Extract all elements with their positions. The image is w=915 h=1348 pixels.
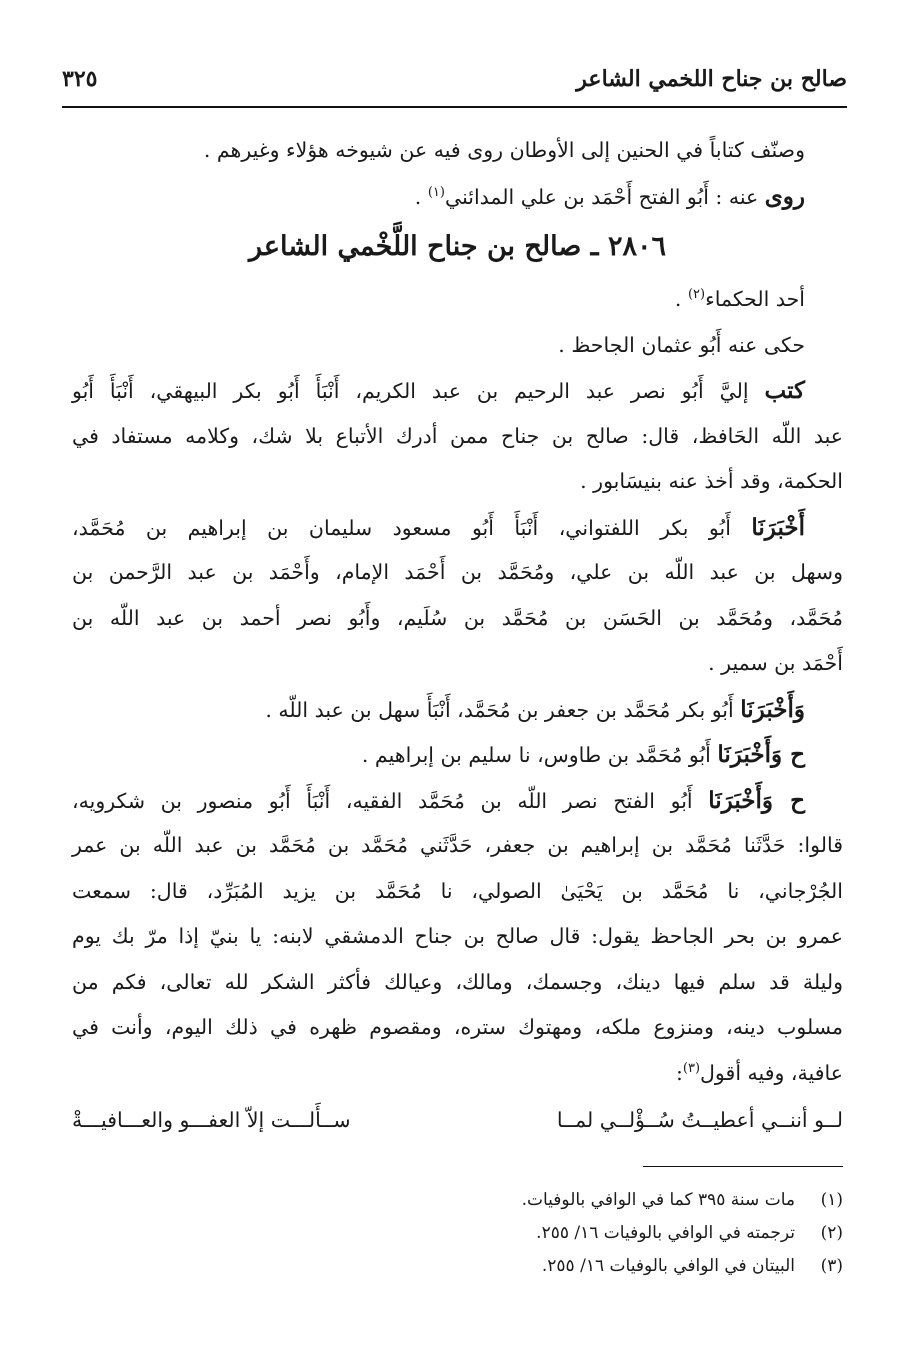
isnad-text: أَبُو بكر مُحَمَّد بن جعفر بن مُحَمَّد، أَنْبَأَ سهل بن عبد اللّه . <box>265 697 741 722</box>
isnad-line <box>72 368 843 414</box>
footnote-item <box>72 1250 843 1283</box>
narrator-text: عنه : أَبُو الفتح أَحْمَد بن علي المدائني <box>444 184 765 209</box>
isnad-line: الحكمة، وقد أخذ عنه بنيسَابور . <box>580 469 843 493</box>
quote-text: عافية، وفيه أقول <box>700 1060 843 1085</box>
isnad-line <box>72 505 843 551</box>
poem-second-hemistich: ســأَلـــت إلاّ العفـــو والعـــافيـــةْ <box>72 1108 351 1132</box>
isnad-line: عبد اللّه الحَافظ، قال: صالح بن جناح ممن أدرك الأتباع بلا شك، وكلامه مستفاد في <box>72 423 843 448</box>
quote-line: مسلوب دينه، ومنزوع ملكه، ومهتوك ستره، ومقصوم ظهره في ذلك اليوم، وأنت في <box>72 1015 843 1039</box>
isnad-line: قالوا: حَدَّثَنا مُحَمَّد بن إبراهيم بن جعفر، حَدَّثَني مُحَمَّد بن مُحَمَّد بن عبد اللّه بن عمر <box>72 833 843 857</box>
narrated-by-line: حكى عنه أَبُو عثمان الجاحظ . <box>558 332 805 357</box>
footnote-ref-2[interactable]: (٢) <box>687 287 706 303</box>
line-end: : <box>675 1060 683 1085</box>
keyword-akhbarana: أَخْبَرَنَا <box>751 513 805 541</box>
page-number: ٣٢٥ <box>62 66 98 92</box>
footnote-number: (١) <box>820 1190 843 1210</box>
footnotes <box>72 1184 843 1283</box>
footnote-number: (٢) <box>820 1223 843 1243</box>
footnote-text: ترجمته في الوافي بالوفيات ١٦/ ٢٥٥. <box>536 1223 795 1243</box>
entry-description <box>72 277 843 323</box>
isnad-line <box>72 687 843 733</box>
page-header <box>62 64 847 104</box>
keyword-kataba: كتب <box>764 377 805 404</box>
footnote-rule <box>643 1166 843 1167</box>
prev-entry-narrator-line <box>72 174 843 220</box>
description-text: أحد الحكماء <box>705 287 805 311</box>
footnote-item <box>72 1184 843 1217</box>
prev-entry-line: وصنّف كتاباً في الحنين إلى الأوطان روى فيه عن شيوخه هؤلاء وغيرهم . <box>203 138 805 162</box>
keyword-wa-akhbarana: وَأَخْبَرَنَا <box>740 695 805 723</box>
line-end: . <box>674 287 688 311</box>
isnad-text: أَبُو الفتح نصر اللّه بن مُحَمَّد الفقيه، أَنْبَأَ أَبُو منصور بن شكرويه، <box>72 788 709 813</box>
quote-line <box>72 1051 843 1097</box>
isnad-line: مُحَمَّد، ومُحَمَّد بن الحَسَن بن مُحَمَّد بن سُلَيم، وأَبُو نصر أحمد بن عبد اللّه بن <box>72 605 843 630</box>
isnad-line <box>72 732 843 778</box>
footnote-ref-3[interactable]: (٣) <box>682 1060 701 1076</box>
running-head: صالح بن جناح اللخمي الشاعر <box>576 66 847 92</box>
isnad-line: الجُرْجاني، نا مُحَمَّد بن يَحْيَىٰ الصولي، نا مُحَمَّد بن يزيد المُبَرِّد، قال: سمعت <box>72 878 843 903</box>
footnote-ref-1[interactable]: (١) <box>427 184 445 200</box>
page-body <box>72 128 843 1142</box>
footnote-item <box>72 1217 843 1250</box>
poem-first-hemistich: لــو أننــي أعطيــتُ سُــؤْلــي لمــا <box>556 1108 843 1132</box>
footnote-text: مات سنة ٣٩٥ كما في الوافي بالوفيات. <box>521 1190 795 1210</box>
keyword-rawa: روى <box>764 182 805 210</box>
isnad-text: أَبُو بكر اللفتواني، أَنْبَأَ أَبُو مسعود سليمان بن إبراهيم بن مُحَمَّد، <box>72 515 752 540</box>
isnad-line: أَحْمَد بن سمير . <box>708 651 843 675</box>
isnad-line: وسهل بن عبد اللّه بن علي، ومُحَمَّد بن أَحْمَد الإمام، وأَحْمَد بن عبد الرَّحمن بن <box>72 560 843 584</box>
header-rule <box>62 106 847 108</box>
isnad-text: إليَّ أَبُو نصر عبد الرحيم بن عبد الكريم، أَنْبَأَ أَبُو بكر البيهقي، أَنْبَأَ أَبُو <box>72 379 765 403</box>
line-end: . <box>414 184 428 209</box>
keyword-ha-wa-akhbarana: ح وَأَخْبَرَنَا <box>708 786 805 814</box>
footnote-text: البيتان في الوافي بالوفيات ١٦/ ٢٥٥. <box>541 1256 795 1276</box>
keyword-ha-wa-akhbarana: ح وَأَخْبَرَنَا <box>717 741 805 768</box>
isnad-text: أَبُو مُحَمَّد بن طاوس، نا سليم بن إبراهيم . <box>361 743 718 767</box>
footnote-number: (٣) <box>820 1256 843 1276</box>
quote-line: عمرو بن بحر الجاحظ يقول: قال صالح بن جناح الدمشقي لابنه: يا بنيّ إذا مرّ بك يوم <box>72 924 843 948</box>
isnad-line <box>72 778 843 824</box>
entry-heading: ٢٨٠٦ ـ صالح بن جناح اللَّخْمي الشاعر <box>249 231 666 262</box>
poem-verse <box>72 1098 843 1142</box>
quote-line: وليلة قد سلم فيها دينك، وجسمك، ومالك، وعيالك فأكثر الشكر لله تعالى، فكم من <box>72 969 843 994</box>
